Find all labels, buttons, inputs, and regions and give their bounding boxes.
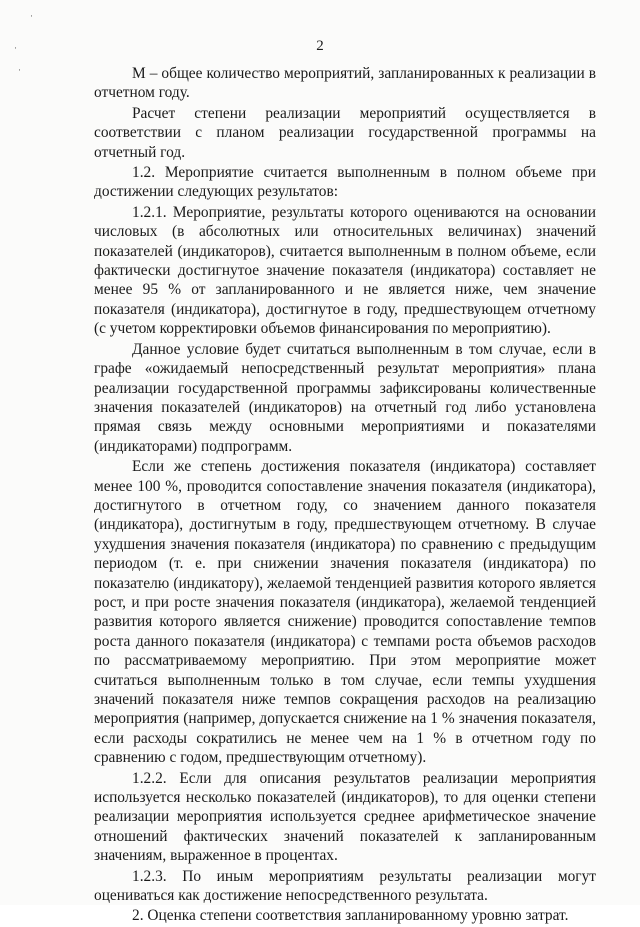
- paragraph-section-1-2-1: 1.2.1. Мероприятие, результаты которого оцениваются на основании числовых (в абсолютных или относительных величинах) значений показателей (индикаторов), считается выполненным в полном объеме, если фактически достигнутое значение показателя (индикатора) составляет не менее 95 % от запланированного и не является ниже, чем значение показателя (индикатора), достигнутое в году, предшествующем отчетному (с учетом корректировки объемов финансирования по мероприятию).: [94, 203, 596, 338]
- paragraph-section-1-2-2: 1.2.2. Если для описания результатов реализации мероприятия используется несколько показателей (индикаторов), то для оценки степени реализации мероприятия используется среднее арифметическое значение отношений фактических значений показателей к запланированным значениям, выраженное в процентах.: [94, 769, 596, 865]
- paragraph-below-100: Если же степень достижения показателя (индикатора) составляет менее 100 %, проводится сопоставление значения показателя (индикатора), достигнутого в отчетном году, со значением данного показателя (индикатора), достигнутым в году, предшествующем отчетному. В случае ухудшения значения показателя (индикатора) по сравнению с предыдущим периодом (т. е. при снижении значения показателя (индикатора) по показателю (индикатору), желаемой тенденцией развития которого является рост, и при росте значения показателя (индикатора), желаемой тенденцией развития которого является снижение) проводится сопоставление темпов роста данного показателя (индикатора) с темпами роста объемов расходов по рассматриваемому мероприятию. При этом мероприятие может считаться выполненным только в том случае, если темпы ухудшения значений показателя ниже темпов сокращения расходов на реализацию мероприятия (например, допускается снижение на 1 % значения показателя, если расходы сократились не менее чем на 1 % в отчетном году по сравнению с годом, предшествующим отчетному).: [94, 458, 596, 767]
- paragraph-condition: Данное условие будет считаться выполненным в том случае, если в графе «ожидаемый непосредственный результат мероприятия» плана реализации государственной программы зафиксированы количественные значения показателей (индикаторов) на отчетный год либо установлена прямая связь между основными мероприятиями и показателями (индикаторами) подпрограмм.: [94, 340, 596, 455]
- scan-artifact: ·: [14, 43, 17, 53]
- paragraph-section-1-2: 1.2. Мероприятие считается выполненным в полном объеме при достижении следующих результатов:: [94, 164, 596, 201]
- paragraph-section-2: 2. Оценка степени соответствия запланированному уровню затрат.: [132, 907, 569, 925]
- page-number: 2: [316, 38, 324, 54]
- paragraph-m-definition: М – общее количество мероприятий, запланированных к реализации в отчетном году.: [94, 65, 596, 102]
- document-body: [94, 64, 596, 927]
- paragraph-section-1-2-3: 1.2.3. По иным мероприятиям результаты реализации могут оцениваться как достижение непосредственного результата.: [94, 867, 596, 905]
- scan-artifact: ·: [18, 65, 21, 75]
- scan-artifact: ·: [30, 11, 33, 21]
- paragraph-calculation-basis: Расчет степени реализации мероприятий осуществляется в соответствии с планом реализации государственной программы на отчетный год.: [94, 104, 596, 161]
